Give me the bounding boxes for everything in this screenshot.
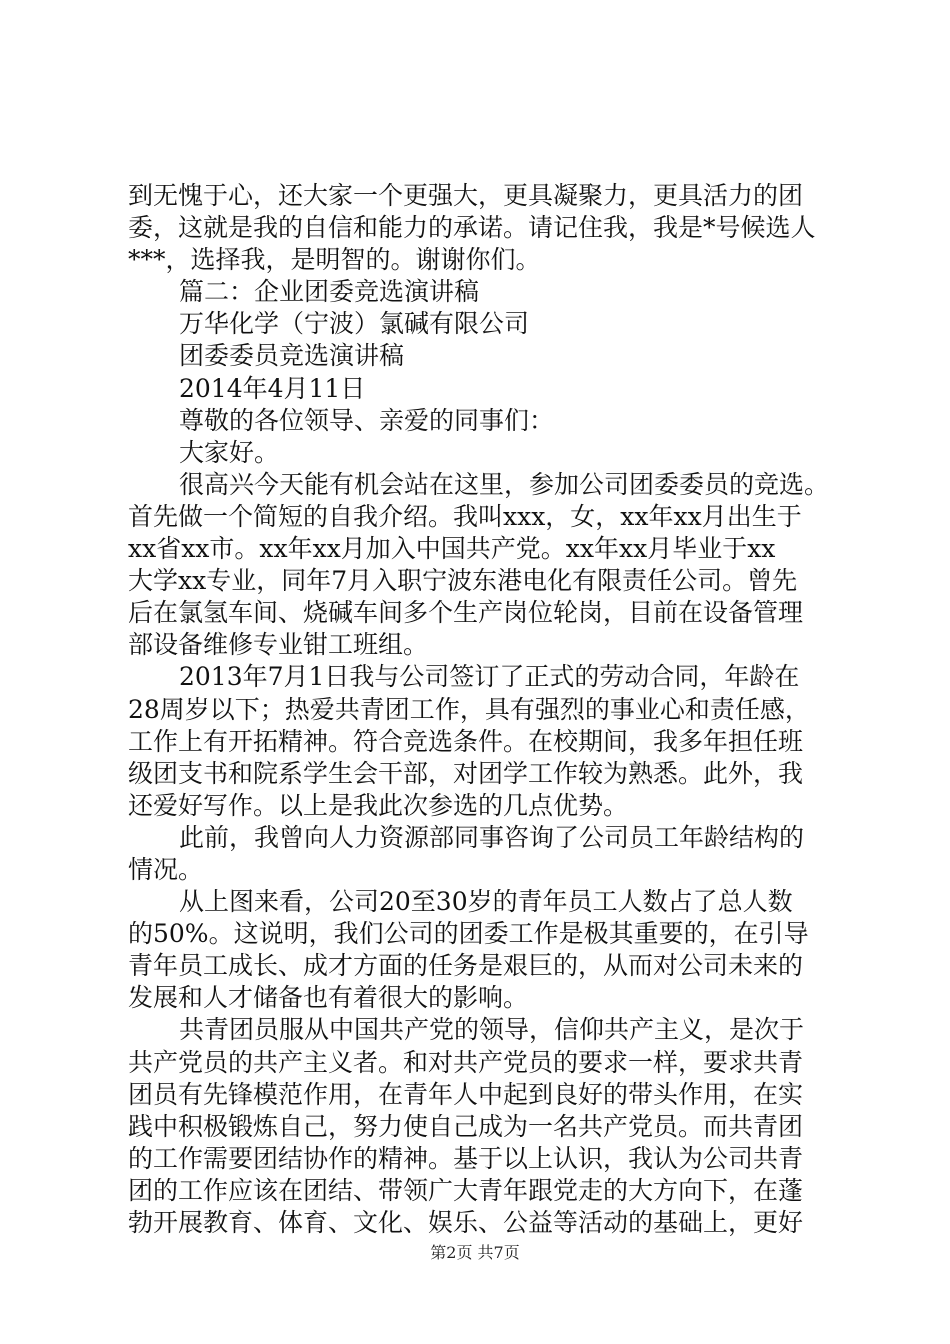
- text-line: 2014年4月11日: [179, 373, 366, 403]
- text-line: 28周岁以下；热爱共青团工作，具有强烈的事业心和责任感，: [128, 694, 810, 724]
- text-line: 工作上有开拓精神。符合竞选条件。在校期间，我多年担任班: [128, 726, 804, 756]
- text-line: 万华化学（宁波）氯碱有限公司: [179, 309, 530, 339]
- text-line: 篇二：企业团委竞选演讲稿: [179, 277, 480, 307]
- text-line: 很高兴今天能有机会站在这里，参加公司团委委员的竞选。: [179, 469, 830, 499]
- text-line: ***，选择我，是明智的。谢谢你们。: [128, 245, 541, 275]
- text-line: 的50%。这说明，我们公司的团委工作是极其重要的，在引导: [128, 919, 809, 949]
- text-line: 尊敬的各位领导、亲爱的同事们：: [179, 405, 555, 435]
- text-line: 团员有先锋模范作用，在青年人中起到良好的带头作用，在实: [128, 1079, 804, 1109]
- text-line: 团的工作应该在团结、带领广大青年跟党走的大方向下，在蓬: [128, 1175, 804, 1205]
- text-line: 青年员工成长、成才方面的任务是艰巨的，从而对公司未来的: [128, 951, 804, 981]
- text-line: 委，这就是我的自信和能力的承诺。请记住我，我是*号候选人: [128, 213, 816, 243]
- text-line: 到无愧于心，还大家一个更强大，更具凝聚力，更具活力的团: [128, 181, 804, 210]
- text-line: 大家好。: [179, 437, 280, 467]
- text-line: 发展和人才储备也有着很大的影响。: [128, 983, 529, 1013]
- text-line: 还爱好写作。以上是我此次参选的几点优势。: [128, 790, 629, 820]
- text-line: 2013年7月1日我与公司签订了正式的劳动合同，年龄在: [179, 662, 800, 692]
- text-line: 团委委员竞选演讲稿: [179, 341, 405, 371]
- text-line: 后在氯氢车间、烧碱车间多个生产岗位轮岗，目前在设备管理: [128, 598, 804, 628]
- text-line: 的工作需要团结协作的精神。基于以上认识，我认为公司共青: [128, 1143, 804, 1173]
- text-line: 共产党员的共产主义者。和对共产党员的要求一样，要求共青: [128, 1047, 804, 1077]
- page-footer: 第2页 共7页: [430, 1243, 520, 1262]
- text-line: 大学xx专业，同年7月入职宁波东港电化有限责任公司。曾先: [128, 566, 798, 596]
- text-line: 部设备维修专业钳工班组。: [128, 630, 429, 660]
- text-line: xx省xx市。xx年xx月加入中国共产党。xx年xx月毕业于xx: [128, 534, 776, 564]
- text-line: 从上图来看，公司20至30岁的青年员工人数占了总人数: [179, 887, 793, 917]
- text-line: 首先做一个简短的自我介绍。我叫xxx，女，xx年xx月出生于: [128, 501, 802, 531]
- text-line: 此前，我曾向人力资源部同事咨询了公司员工年龄结构的: [179, 822, 805, 852]
- text-line: 级团支书和院系学生会干部，对团学工作较为熟悉。此外，我: [128, 758, 804, 788]
- text-line: 勃开展教育、体育、文化、娱乐、公益等活动的基础上，更好: [128, 1208, 804, 1237]
- text-line: 践中积极锻炼自己，努力使自己成为一名共产党员。而共青团: [128, 1111, 804, 1141]
- text-line: 情况。: [128, 854, 204, 884]
- text-line: 共青团员服从中国共产党的领导，信仰共产主义，是次于: [179, 1015, 805, 1045]
- body-text: [128, 180, 844, 1239]
